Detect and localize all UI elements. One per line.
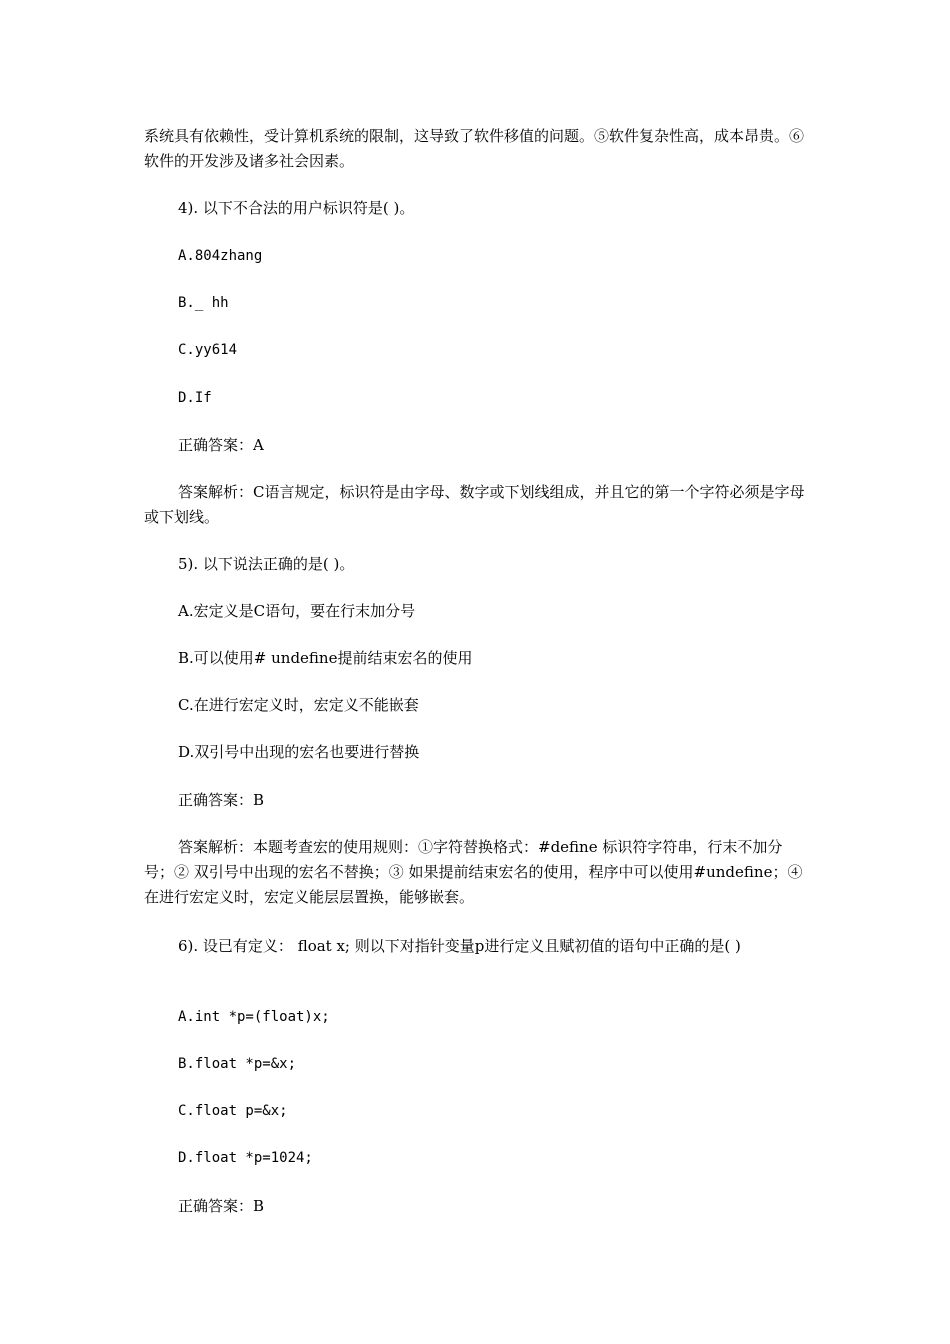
question-6-option-d: D.float *p=1024;: [178, 1150, 313, 1166]
question-4-option-b: B._ hh: [178, 295, 229, 311]
question-4-option-c: C.yy614: [178, 342, 238, 358]
question-5-option-d: D.双引号中出现的宏名也要进行替换: [178, 743, 420, 761]
question-5-answer: 正确答案：B: [178, 791, 265, 809]
question-4-analysis: 答案解析：C语言规定，标识符是由字母、数字或下划线组成，并且它的第一个字符必须是字母或下划线。: [144, 483, 805, 526]
question-6-option-a: A.int *p=(float)x;: [178, 1009, 330, 1025]
question-5-option-c: C.在进行宏定义时，宏定义不能嵌套: [178, 696, 419, 714]
question-4-option-a: A.804zhang: [178, 248, 263, 264]
question-4-option-d: D.If: [178, 390, 212, 406]
question-6-stem: 6). 设已有定义： float x; 则以下对指针变量p进行定义且赋初值的语句中正确的是( ): [178, 937, 741, 955]
question-5-analysis: 答案解析：本题考查宏的使用规则：①字符替换格式：#define 标识符字符串，行末不加分号；② 双引号中出现的宏名不替换；③ 如果提前结束宏名的使用，程序中可以使用#undefine；④ 在进行宏定义时，宏定义能层层置换，能够嵌套。: [144, 838, 803, 906]
question-5-option-a: A.宏定义是C语句，要在行末加分号: [178, 602, 416, 620]
question-5-option-b: B.可以使用# undefine提前结束宏名的使用: [178, 649, 473, 667]
intro-paragraph: 系统具有依赖性，受计算机系统的限制，这导致了软件移值的问题。⑤软件复杂性高，成本昂贵。⑥软件的开发涉及诸多社会因素。: [144, 127, 805, 170]
question-4-stem: 4). 以下不合法的用户标识符是( )。: [178, 199, 415, 217]
question-6-option-b: B.float *p=&x;: [178, 1056, 297, 1072]
question-6-answer: 正确答案：B: [178, 1197, 265, 1215]
question-4-answer: 正确答案：A: [178, 436, 264, 454]
question-6-option-c: C.float p=&x;: [178, 1103, 288, 1119]
question-5-stem: 5). 以下说法正确的是( )。: [178, 555, 355, 573]
